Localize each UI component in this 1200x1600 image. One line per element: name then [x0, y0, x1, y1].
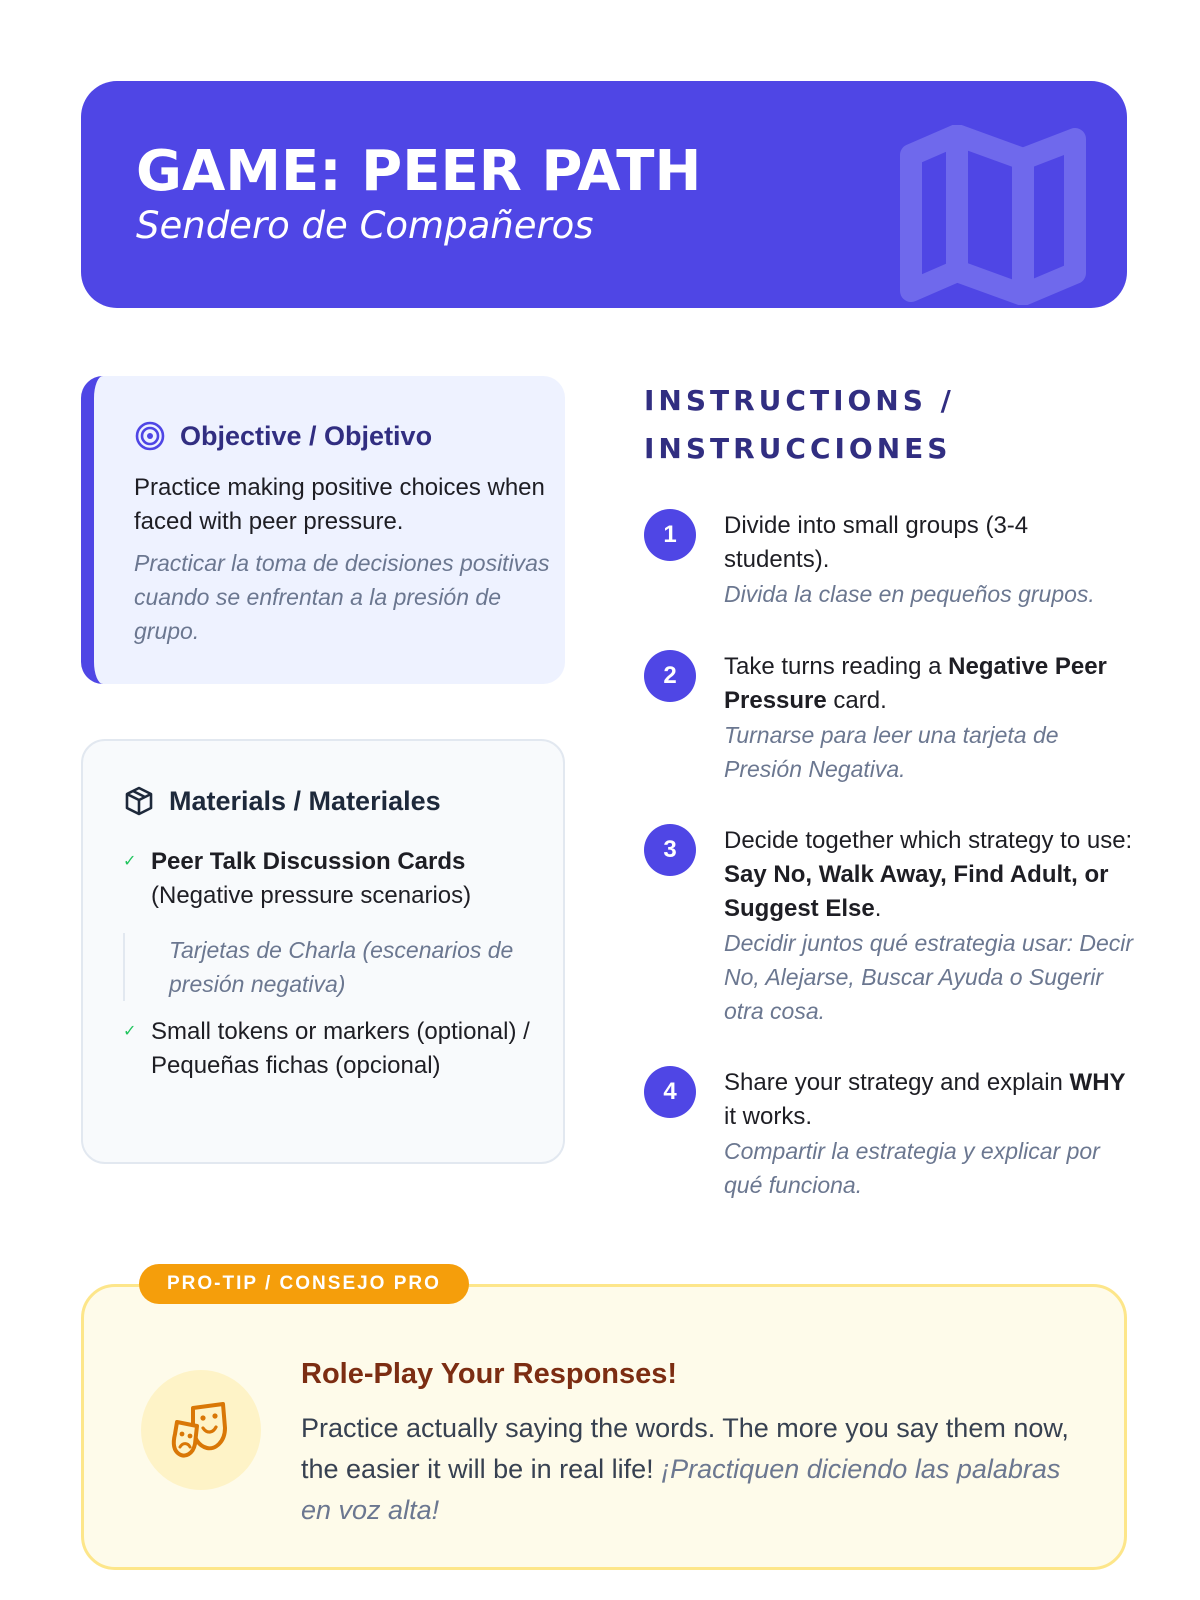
- objective-text-en: Practice making positive choices when faced with peer pressure.: [134, 474, 545, 535]
- materials-heading: [123, 785, 441, 817]
- materials-title: Materials / Materiales: [169, 785, 441, 816]
- theater-masks-icon: [169, 1398, 233, 1462]
- page-subtitle: Sendero de Compañeros: [136, 204, 594, 247]
- check-icon: ✓: [123, 1023, 137, 1040]
- materials-item: [123, 845, 543, 913]
- materials-item-bold: Peer Talk Discussion Cards: [151, 848, 466, 875]
- materials-item-text: (Negative pressure scenarios): [151, 882, 472, 909]
- tip-title: Role-Play Your Responses!: [301, 1358, 678, 1390]
- materials-item: [123, 1015, 543, 1083]
- step-text-es: Turnarse para leer una tarjeta de Presión Negativa.: [724, 722, 1059, 782]
- instructions-title: INSTRUCTIONS / INSTRUCCIONES: [644, 384, 955, 465]
- target-icon: [134, 420, 166, 452]
- step-number-badge: 3: [644, 824, 696, 876]
- materials-item-es: Tarjetas de Charla (escenarios de presión negativa): [123, 933, 543, 1001]
- step-number-badge: 4: [644, 1066, 696, 1118]
- materials-item-text: Small tokens or markers (optional) / Pequeñas fichas (opcional): [151, 1018, 530, 1079]
- materials-card: [81, 739, 565, 1164]
- step-text-en: Take turns reading a Negative Peer Pressure card.: [724, 653, 1107, 714]
- objective-heading: [134, 420, 432, 452]
- page-title: GAME: PEER PATH: [136, 139, 702, 204]
- header-banner: [81, 81, 1127, 308]
- map-icon: [897, 125, 1091, 305]
- step-text-en: Decide together which strategy to use: Say No, Walk Away, Find Adult, or Suggest Else.: [724, 827, 1133, 922]
- tip-icon-circle: [141, 1370, 261, 1490]
- objective-text-es: Practicar la toma de decisiones positivas cuando se enfrentan a la presión de grupo.: [134, 550, 550, 644]
- step-text-es: Divida la clase en pequeños grupos.: [724, 581, 1095, 607]
- step-text-es: Compartir la estrategia y explicar por qué funciona.: [724, 1138, 1100, 1198]
- objective-card: [81, 376, 565, 684]
- check-icon: ✓: [123, 853, 137, 870]
- instruction-step: [644, 824, 1134, 1028]
- step-text-en: Divide into small groups (3-4 students).: [724, 512, 1029, 573]
- tip-body: Practice actually saying the words. The more you say them now, the easier it will be in real life! ¡Practiquen diciendo las palabras en voz alta!: [301, 1413, 1069, 1525]
- instruction-step: [644, 1066, 1134, 1202]
- step-number-badge: 2: [644, 650, 696, 702]
- instruction-step: [644, 650, 1134, 786]
- box-icon: [123, 785, 155, 817]
- step-text-es: Decidir juntos qué estrategia usar: Decir No, Alejarse, Buscar Ayuda o Sugerir otra cosa.: [724, 930, 1134, 1024]
- pro-tip-badge: PRO-TIP / CONSEJO PRO: [139, 1264, 469, 1304]
- objective-title: Objective / Objetivo: [180, 420, 433, 451]
- instruction-step: [644, 509, 1134, 611]
- step-text-en: Share your strategy and explain WHY it works.: [724, 1069, 1126, 1130]
- pro-tip-card: [81, 1284, 1127, 1570]
- step-number-badge: 1: [644, 509, 696, 561]
